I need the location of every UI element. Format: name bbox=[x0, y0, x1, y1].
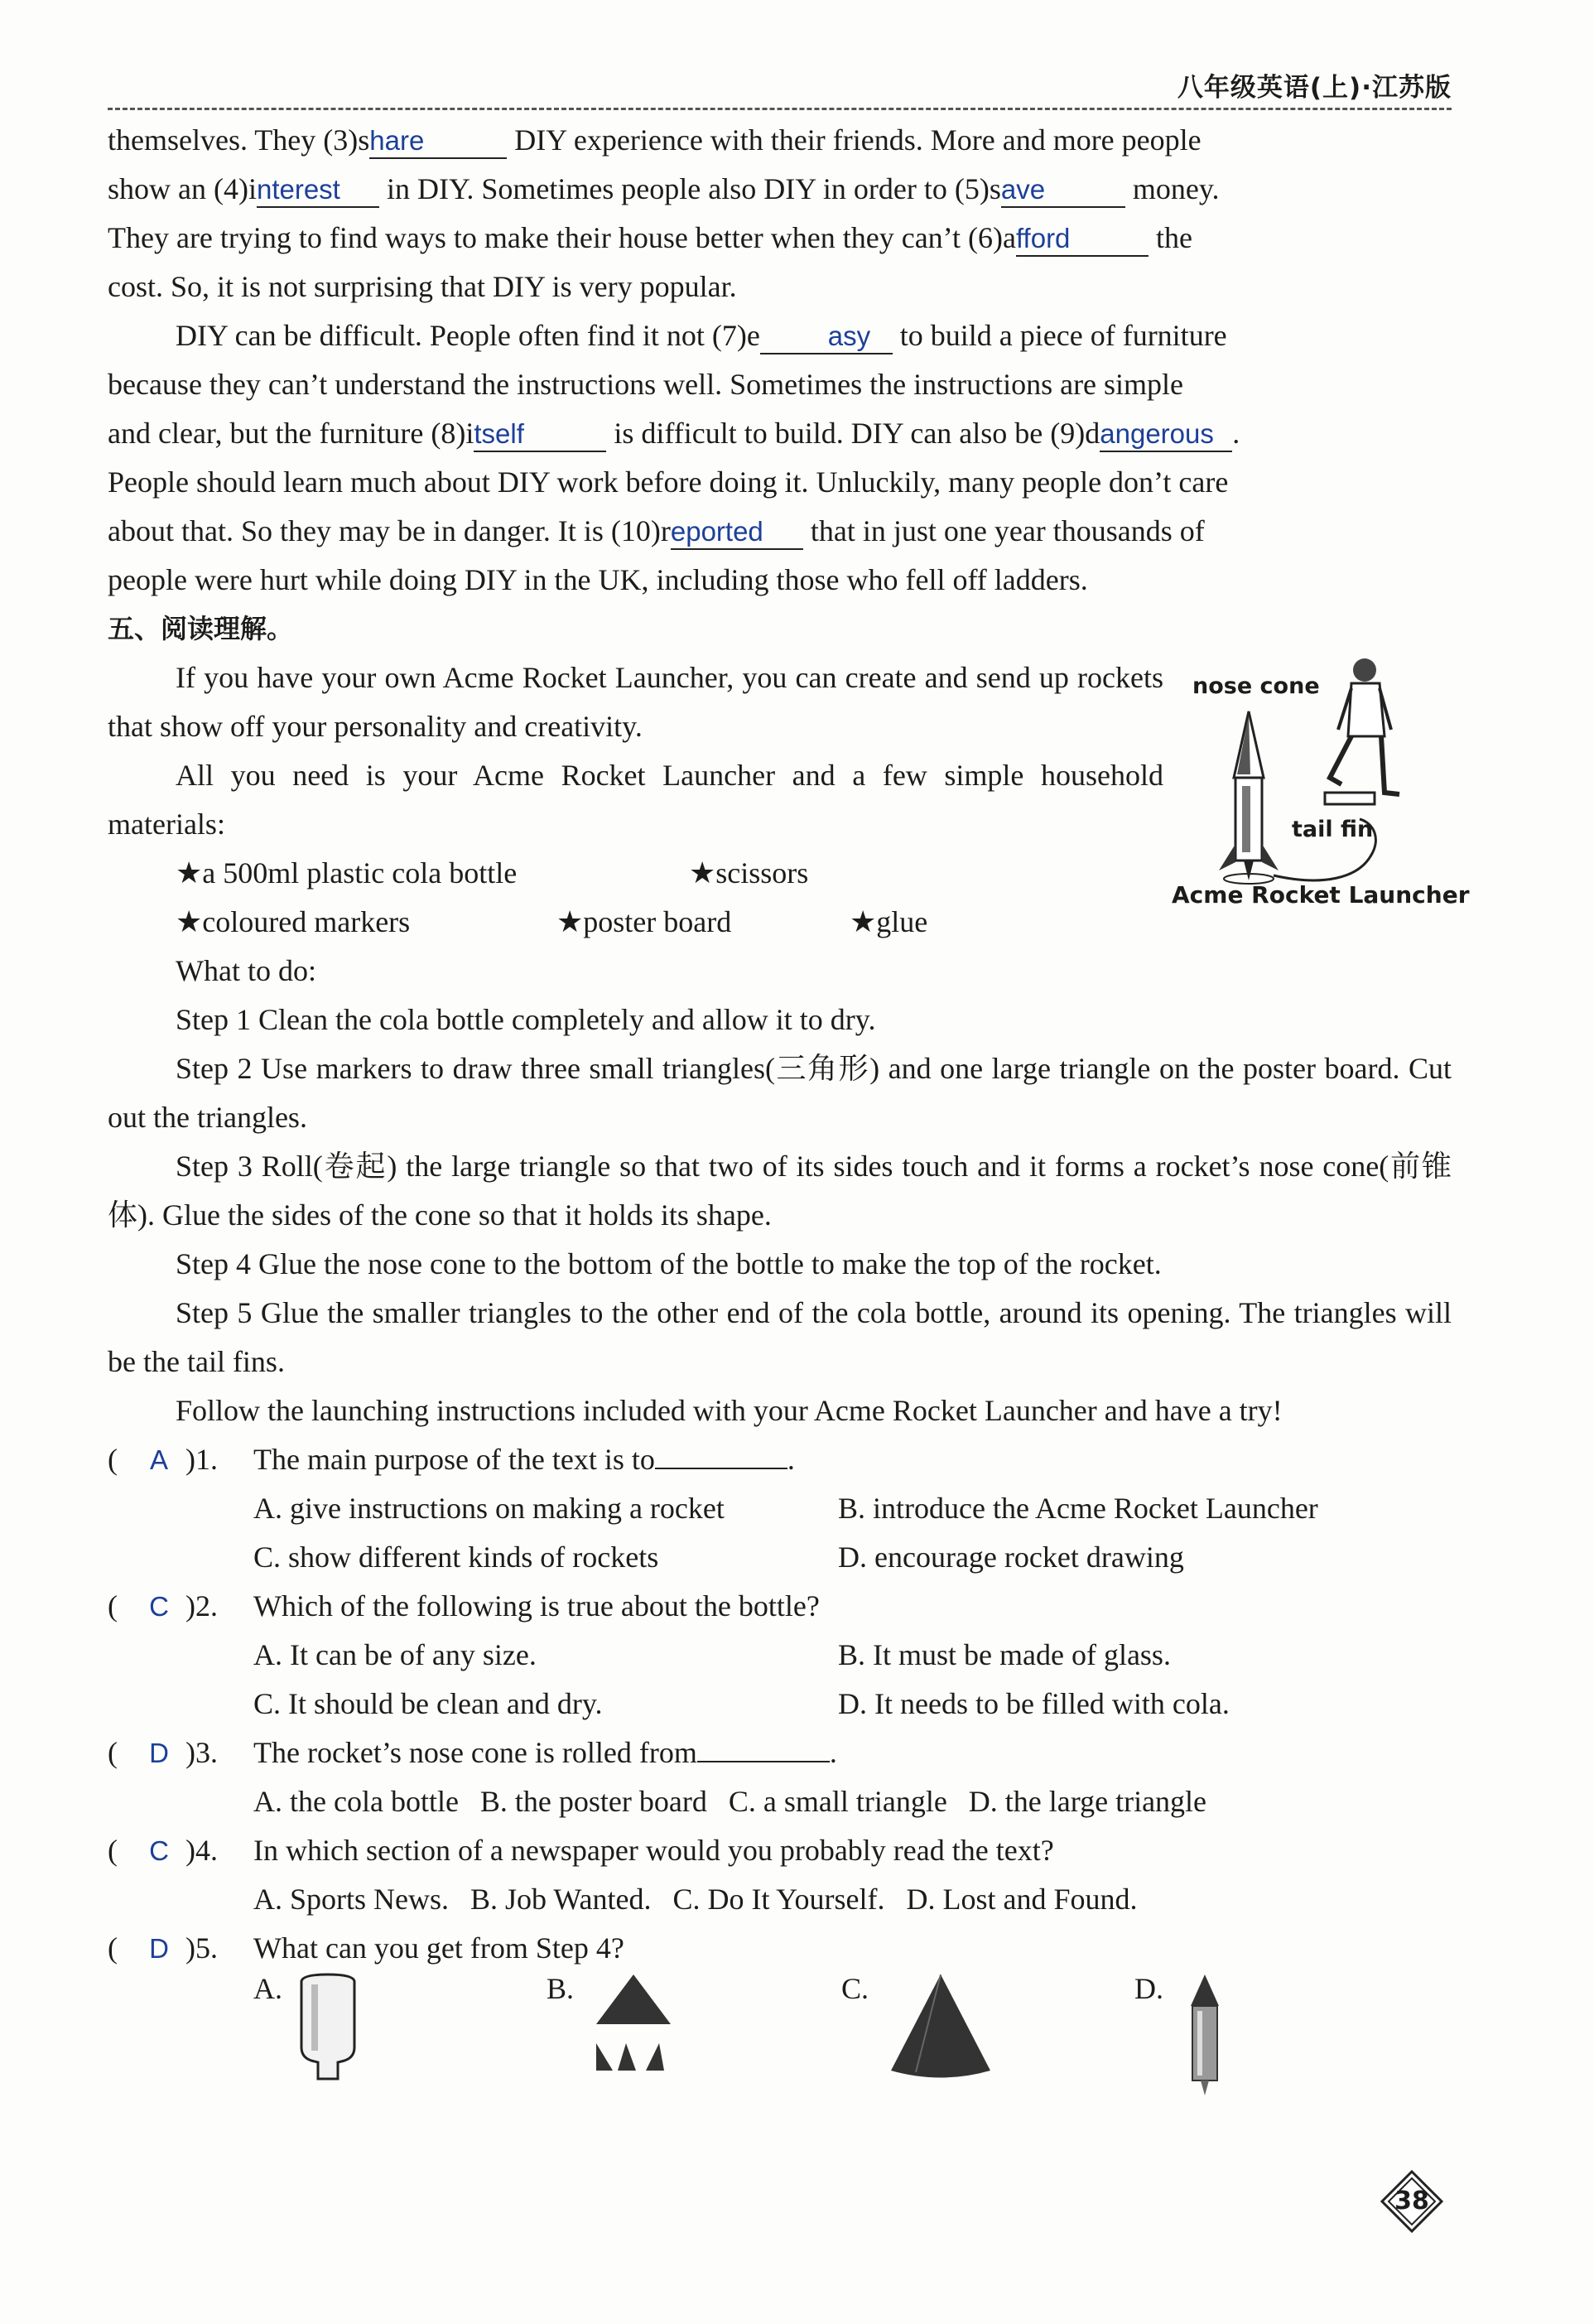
option-a[interactable]: A. It can be of any size. bbox=[253, 1638, 537, 1671]
text: the bbox=[1148, 221, 1192, 254]
question-5: ( D )5. What can you get from Step 4? A. B. C. D. bbox=[108, 1924, 1452, 2097]
option-c[interactable]: C. a small triangle bbox=[728, 1785, 947, 1818]
text: in DIY. Sometimes people also DIY in order to (5)s bbox=[378, 172, 1001, 205]
option-d[interactable]: D. the large triangle bbox=[968, 1785, 1207, 1818]
image-options bbox=[108, 1973, 1452, 2097]
closing-para: Follow the launching instructions included with your Acme Rocket Launcher and have a try! bbox=[176, 1394, 1283, 1427]
option-label: C. bbox=[841, 1972, 869, 2005]
cloze-line: cost. So, it is not surprising that DIY is very popular. bbox=[108, 270, 737, 303]
nose-cone-label: nose cone bbox=[1192, 673, 1320, 699]
cloze-line bbox=[108, 165, 1452, 214]
header-title: 八年级英语(上)·江苏版 bbox=[1177, 73, 1452, 103]
blank-9 bbox=[1100, 417, 1232, 452]
question-stem: The rocket’s nose cone is rolled from bbox=[253, 1736, 697, 1769]
text: . bbox=[1232, 417, 1240, 450]
option-b[interactable]: B. It must be made of glass. bbox=[838, 1638, 1171, 1671]
answer-3: hare bbox=[369, 125, 425, 156]
header-divider bbox=[108, 108, 1452, 110]
answer-7: asy bbox=[827, 321, 871, 351]
question-number: )3. bbox=[185, 1736, 218, 1769]
text: DIY can be difficult. People often find it not (7)e bbox=[176, 319, 760, 352]
material-item: ★poster board bbox=[556, 905, 732, 938]
rocket-launcher-figure bbox=[1168, 653, 1470, 927]
what-to-do: What to do: bbox=[176, 954, 316, 987]
text: show an (4)i bbox=[108, 172, 257, 205]
cloze-line bbox=[108, 311, 1452, 360]
option-c[interactable]: C. It should be clean and dry. bbox=[253, 1687, 603, 1720]
figure-caption: Acme Rocket Launcher bbox=[1172, 881, 1470, 909]
option-a[interactable]: A. give instructions on making a rocket bbox=[253, 1492, 725, 1525]
answer-q2: C bbox=[149, 1591, 169, 1622]
answer-5: ave bbox=[1000, 174, 1046, 205]
cloze-line bbox=[108, 507, 1452, 556]
blank-3 bbox=[369, 123, 507, 159]
text: money. bbox=[1124, 172, 1220, 205]
text: to build a piece of furniture bbox=[892, 319, 1227, 352]
option-d[interactable]: D. Lost and Found. bbox=[906, 1883, 1138, 1916]
material-item: ★a 500ml plastic cola bottle bbox=[176, 856, 518, 890]
text: . bbox=[787, 1443, 795, 1476]
option-b[interactable]: B. Job Wanted. bbox=[470, 1883, 652, 1916]
material-item: ★glue bbox=[850, 905, 928, 938]
question-3: ( D )3. The rocket’s nose cone is rolled from . A. the cola bottle B. the poster board C. a small triangle D. the large triangle bbox=[108, 1729, 1452, 1826]
option-label: B. bbox=[547, 1972, 575, 2005]
page-number: 38 bbox=[1394, 2187, 1429, 2216]
text: themselves. They (3)s bbox=[108, 123, 370, 157]
text: . bbox=[829, 1736, 837, 1769]
question-stem: What can you get from Step 4? bbox=[253, 1931, 624, 1965]
answer-8: tself bbox=[474, 418, 524, 449]
step-4: Step 4 Glue the nose cone to the bottom of the bottle to make the top of the rocket. bbox=[176, 1247, 1162, 1280]
question-number: )2. bbox=[185, 1589, 218, 1622]
material-item: ★scissors bbox=[689, 856, 809, 890]
section-title: 五、阅读理解。 bbox=[108, 613, 294, 644]
reading-para: All you need is your Acme Rocket Launcher and a few simple household materials: bbox=[108, 759, 1163, 841]
step-3: Step 3 Roll(卷起) the large triangle so that two of its sides touch and it forms a rocket’s nose cone(前锥体). Glue the sides of the cone so that it holds its shape. bbox=[108, 1150, 1452, 1232]
blank-5 bbox=[1001, 172, 1125, 208]
text: They are trying to find ways to make their house better when they can’t (6)a bbox=[108, 221, 1016, 254]
text: and clear, but the furniture (8)i bbox=[108, 417, 474, 450]
blank-10 bbox=[671, 514, 803, 550]
text: is difficult to build. DIY can also be (9)d bbox=[606, 417, 1100, 450]
option-label: A. bbox=[253, 1972, 282, 2005]
cloze-line: People should learn much about DIY work before doing it. Unluckily, many people don’t care bbox=[108, 465, 1229, 499]
question-stem: In which section of a newspaper would you probably read the text? bbox=[253, 1834, 1054, 1867]
blank-4 bbox=[257, 172, 379, 208]
option-a[interactable]: A. Sports News. bbox=[253, 1883, 450, 1916]
blank-8 bbox=[474, 417, 606, 452]
answer-q3: D bbox=[149, 1738, 169, 1768]
answer-4: nterest bbox=[256, 174, 340, 205]
option-c[interactable]: C. Do It Yourself. bbox=[672, 1883, 885, 1916]
question-number: )1. bbox=[185, 1443, 218, 1476]
option-label: D. bbox=[1134, 1972, 1163, 2005]
option-d[interactable]: D. It needs to be filled with cola. bbox=[838, 1687, 1230, 1720]
page-content bbox=[108, 116, 1470, 2097]
answer-q1: A bbox=[149, 1444, 168, 1475]
question-4: ( C )4. In which section of a newspaper would you probably read the text? A. Sports News. B. Job Wanted. C. Do It Yourself. D. Lost and Found. bbox=[108, 1826, 1452, 1924]
materials-row bbox=[108, 849, 1163, 898]
cloze-passage bbox=[108, 116, 1452, 605]
option-b[interactable]: B. introduce the Acme Rocket Launcher bbox=[838, 1492, 1318, 1525]
cloze-line bbox=[108, 409, 1452, 458]
blank-7 bbox=[760, 319, 893, 354]
material-item: ★coloured markers bbox=[176, 905, 411, 938]
reading-para: If you have your own Acme Rocket Launcher, you can create and send up rockets that show off your personality and creativity. bbox=[108, 661, 1163, 743]
cloze-line bbox=[108, 214, 1452, 263]
text: that in just one year thousands of bbox=[802, 514, 1205, 547]
cone-image bbox=[883, 1973, 999, 2089]
question-stem: The main purpose of the text is to bbox=[253, 1443, 655, 1476]
bottle-image bbox=[295, 1973, 361, 2089]
rocket-image bbox=[1176, 1973, 1259, 2097]
materials-row bbox=[108, 898, 1163, 947]
question-stem: Which of the following is true about the bottle? bbox=[253, 1589, 820, 1622]
question-number: )4. bbox=[185, 1834, 218, 1867]
text: about that. So they may be in danger. It is (10)r bbox=[108, 514, 671, 547]
triangles-image bbox=[588, 1973, 696, 2089]
answer-6: fford bbox=[1015, 223, 1071, 253]
blank-6 bbox=[1016, 221, 1149, 257]
question-1: ( A )1. The main purpose of the text is to . A. give instructions on making a rocket B. introduce the Acme Rocket Launcher C. show different kinds of rockets D. encourage rocket drawing bbox=[108, 1435, 1452, 1582]
tail-fin-label: tail fin bbox=[1292, 817, 1374, 842]
answer-9: angerous bbox=[1100, 418, 1214, 449]
answer-q4: C bbox=[149, 1835, 169, 1866]
option-d[interactable]: D. encourage rocket drawing bbox=[838, 1540, 1184, 1574]
cloze-line: because they can’t understand the instructions well. Sometimes the instructions are simple bbox=[108, 368, 1184, 401]
cloze-line: people were hurt while doing DIY in the UK, including those who fell off ladders. bbox=[108, 563, 1088, 596]
cloze-line bbox=[108, 116, 1452, 165]
answer-q5: D bbox=[149, 1933, 169, 1964]
option-c[interactable]: C. show different kinds of rockets bbox=[253, 1540, 659, 1574]
step-1: Step 1 Clean the cola bottle completely and allow it to dry. bbox=[176, 1003, 876, 1036]
question-blank bbox=[697, 1761, 830, 1762]
text: DIY experience with their friends. More and more people bbox=[507, 123, 1202, 157]
answer-10: eported bbox=[670, 516, 763, 547]
question-number: )5. bbox=[185, 1931, 218, 1965]
page-number-badge bbox=[1380, 2170, 1443, 2233]
step-5: Step 5 Glue the smaller triangles to the other end of the cola bottle, around its opening. The triangles will be the tail fins. bbox=[108, 1296, 1452, 1378]
option-b[interactable]: B. the poster board bbox=[479, 1785, 707, 1818]
option-a[interactable]: A. the cola bottle bbox=[253, 1785, 459, 1818]
reading-passage bbox=[108, 653, 1470, 947]
question-blank bbox=[655, 1468, 787, 1469]
question-2: ( C )2. Which of the following is true about the bottle? A. It can be of any size. B. It must be made of glass. C. It should be clean and dry. D. It needs to be filled with cola. bbox=[108, 1582, 1452, 1729]
step-2: Step 2 Use markers to draw three small triangles(三角形) and one large triangle on the poster board. Cut out the triangles. bbox=[108, 1052, 1452, 1134]
